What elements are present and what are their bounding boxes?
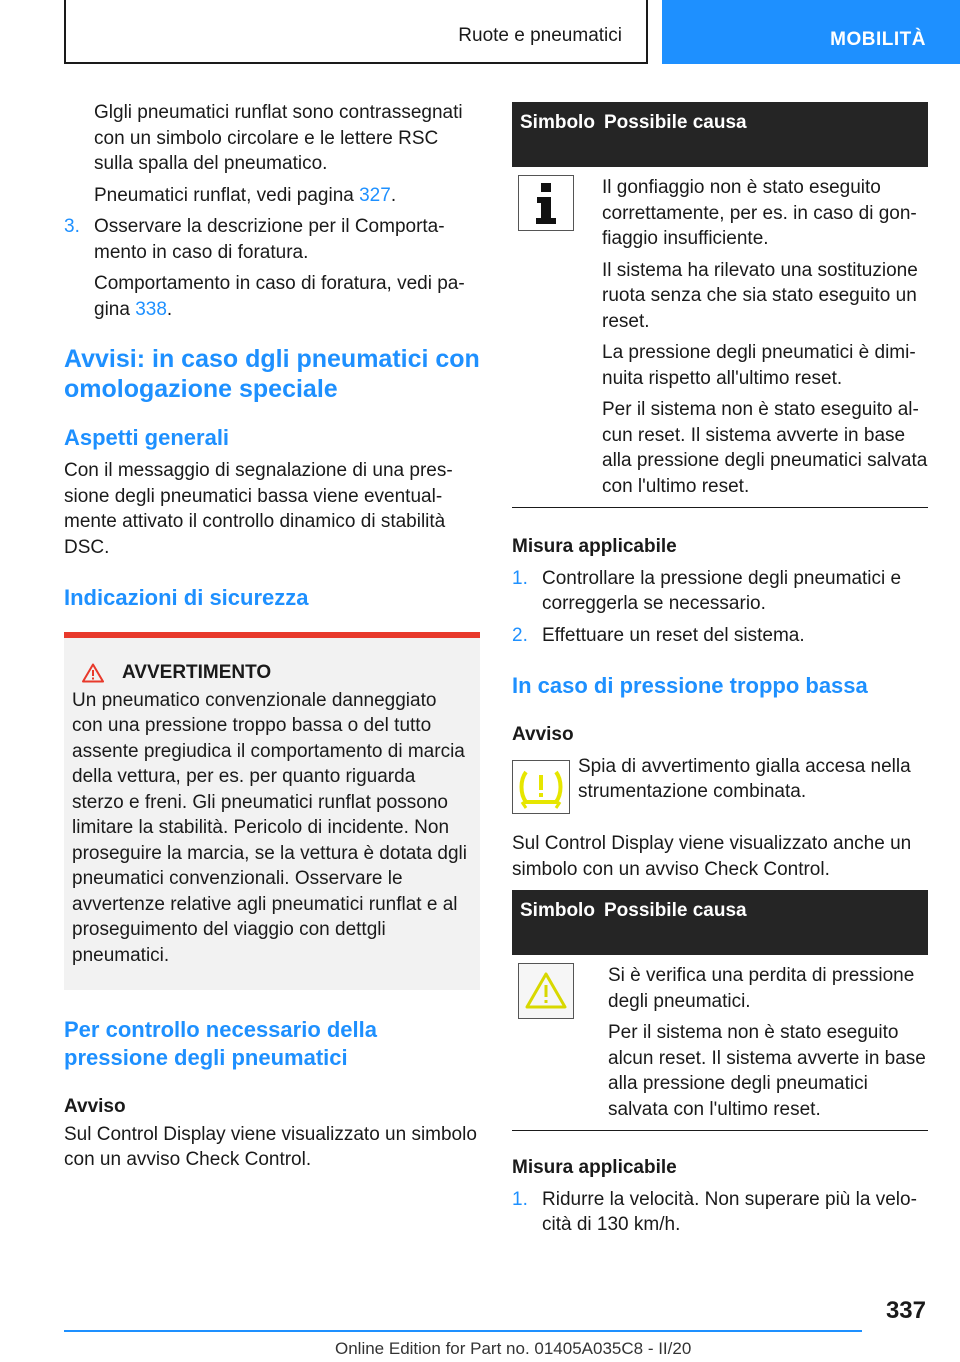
col-cause: Possibile causa — [604, 900, 747, 921]
lamp-row — [512, 754, 928, 822]
cause-table-1 — [512, 102, 928, 508]
runflat-ref: Pneumatici runflat, vedi pagina 327. — [94, 184, 397, 206]
table-row — [512, 167, 928, 508]
cause-item: Il gonfiaggio non è stato eseguito correttamente, per es. in caso di gonfiaggio insufficiente. — [602, 177, 917, 249]
cause-item: Il sistema ha rilevato una sostituzione ruota senza che sia stato eseguito un reset. — [602, 259, 918, 332]
measure-step: 2. Effettuare un reset del sistema. — [512, 624, 805, 646]
table-header — [512, 102, 928, 167]
step-text: Osservare la descrizione per il Comportamento in caso di foratura. — [94, 216, 445, 263]
col-cause: Possibile causa — [604, 112, 747, 133]
right-column — [512, 102, 928, 1238]
warning-triangle-icon — [518, 963, 574, 1019]
cause-item: Per il sistema non è stato eseguito alcun reset. Il sistema avverte in base alla pressione degli pneumatici salvata con l'ultimo reset. — [602, 399, 928, 497]
avviso-text: Sul Control Display viene visualizzato un simbolo con un avviso Check Control. — [64, 1123, 477, 1170]
measure-step: 1. Ridurre la velocità. Non superare più la velocità di 130 km/h. — [512, 1188, 917, 1235]
header-chapter-tab — [662, 0, 960, 64]
info-icon — [518, 175, 574, 231]
warning-box — [64, 632, 480, 990]
warning-title-row — [82, 660, 472, 686]
runflat-marking-text: Glgli pneumatici runflat sono contrassegnati con un simbolo circolare e le lettere RSC sulla spalla del pneumatico. — [94, 102, 463, 174]
cause-list — [602, 963, 928, 1122]
heading-safety: Indicazioni di sicurezza — [64, 585, 309, 610]
heading-special-tyres: Avvisi: in caso dgli pneumatici con omologazione speciale — [64, 345, 480, 403]
measure-heading-2: Misura applicabile — [512, 1157, 677, 1178]
measure-step: 1. Controllare la pressione degli pneumatici e correggerla se necessario. — [512, 567, 902, 614]
heading-general: Aspetti generali — [64, 425, 230, 450]
table-header — [512, 890, 928, 955]
section-title: Ruote e pneumatici — [458, 24, 622, 46]
left-column — [64, 100, 480, 1173]
cause-item: Per il sistema non è stato eseguito alcun reset. Il sistema avverte in base alla pressione degli pneumatici salvata con l'ultimo reset. — [608, 1022, 926, 1120]
cause-table-2 — [512, 890, 928, 1131]
step-number: 3. — [64, 216, 80, 237]
page-link-327[interactable]: 327 — [359, 184, 391, 206]
puncture-ref: Comportamento in caso di foratura, vedi pagina 338. — [94, 273, 465, 320]
table-row — [512, 955, 928, 1131]
col-symbol: Simbolo — [520, 112, 595, 133]
avviso-heading-right: Avviso — [512, 724, 574, 745]
page-number: 337 — [885, 1297, 926, 1324]
heading-check-pressure: Per controllo necessario della pressione degli pneumatici — [64, 1017, 378, 1070]
general-text: Con il messaggio di segnalazione di una pressione degli pneumatici bassa viene eventualmente attivato il controllo dinamico di stabilità DSC. — [64, 460, 453, 558]
check-control-text: Sul Control Display viene visualizzato anche un simbolo con un avviso Check Control. — [512, 833, 912, 880]
avviso-heading: Avviso — [64, 1096, 126, 1117]
cause-item: Si è verifica una perdita di pressione degli pneumatici. — [608, 965, 915, 1012]
lamp-text: Spia di avvertimento gialla accesa nella strumentazione combinata. — [578, 755, 911, 802]
edition-text: Online Edition for Part no. 01405A035C8 - II/20 — [335, 1339, 692, 1358]
warning-triangle-icon — [82, 663, 104, 683]
cause-item: La pressione degli pneumatici è diminuita rispetto all'ultimo reset. — [602, 342, 916, 389]
tyre-pressure-lamp-icon — [512, 760, 570, 814]
measure-heading-1: Misura applicabile — [512, 536, 677, 557]
step-3 — [64, 214, 480, 265]
col-symbol: Simbolo — [520, 900, 595, 921]
page-link-338[interactable]: 338 — [135, 298, 167, 320]
warning-text: Un pneumatico convenzionale danneggiato con una pressione troppo bassa o del tutto assente pregiudica il comportamento di marcia della vettura, per es. per quanto riguarda sterzo e freni. Gli pneumatici runflat possono limitare la stabilità. Pericolo di incidente. Non proseguire la marcia, se la vettura è dotata dgli pneumatici convenzionali. Osservare le avvertenze relative agli pneumatici runflat e al proseguimento del viaggio con dettgli pneumatici. — [72, 689, 467, 966]
chapter-title: MOBILITÀ — [830, 28, 926, 50]
footer-divider — [64, 1330, 862, 1332]
warning-title: AVVERTIMENTO — [122, 662, 272, 683]
header-section-tab — [64, 0, 648, 64]
cause-list — [602, 175, 928, 499]
heading-low-pressure: In caso di pressione troppo bassa — [512, 673, 868, 698]
